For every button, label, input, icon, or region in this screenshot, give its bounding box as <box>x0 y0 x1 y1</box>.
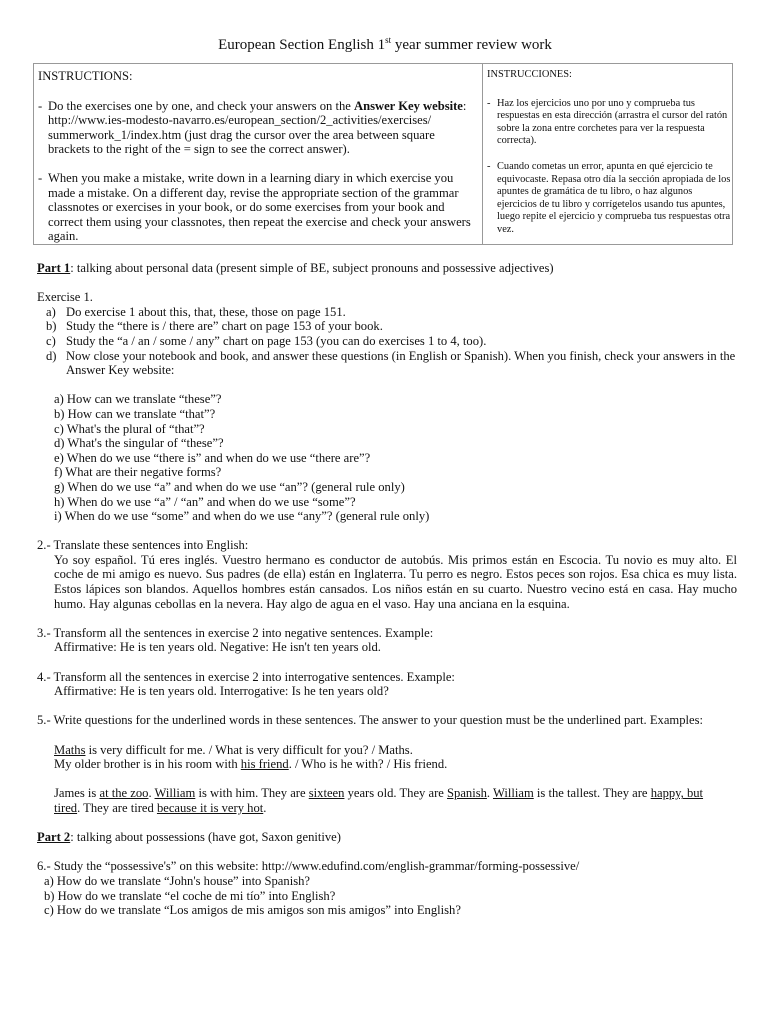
question-item: i) When do we use “some” and when do we use “any”? (general rule only) <box>54 509 430 524</box>
exercise3-heading: 3.- Transform all the sentences in exercise 2 into negative sentences. Example: <box>37 625 434 640</box>
exercise4-heading: 4.- Transform all the sentences in exercise 2 into interrogative sentences. Example: <box>37 669 455 684</box>
question-item: c) What's the plural of “that”? <box>54 421 205 436</box>
question-item: a) How can we translate “these”? <box>54 392 222 407</box>
exercises-content <box>37 261 737 918</box>
question-item: d) What's the singular of “these”? <box>54 436 224 451</box>
question-item: b) How do we translate “el coche de mi tío” into English? <box>44 888 336 903</box>
exercise1-step: b) Study the “there is / there are” chart on page 153 of your book. <box>46 319 383 334</box>
instructions-table <box>33 63 733 245</box>
question-item: h) When do we use “a” / “an” and when do we use “some”? <box>54 494 356 509</box>
title-text-end: year summer review work <box>391 37 552 53</box>
part2-heading: Part 2: talking about possessions (have got, Saxon genitive) <box>37 830 341 845</box>
page-title <box>0 35 770 54</box>
exercise2-body: Yo soy español. Tú eres inglés. Vuestro hermano es conductor de autobús. Mis primos están en Escocia. Tu novio es muy alto. El coche de mi amigo es nuevo. Sus padres (de ella) están en Inglaterra. Tu perro es negro. Estos peces son rojos. Esa chica es muy lista. Estos lápices son blandos. Aquellos hombres están cansados. Los niños están en su cuarto. Nuestro vecino está en casa. Hay mucho humo. Hay algunas cebollas en la nevera. Hay algo de agua en el vaso. Hay una anciana en la esquina. <box>54 552 737 611</box>
question-item: f) What are their negative forms? <box>54 465 222 480</box>
answer-key-link-label: Answer Key website <box>354 98 463 113</box>
question-item: g) When do we use “a” and when do we use “an”? (general rule only) <box>54 479 405 494</box>
exercise5-paragraph: James is at the zoo. William is with him. They are sixteen years old. They are Spanish. William is the tallest. They are happy, but tired. They are tired because it is very hot. <box>54 786 704 815</box>
column-divider <box>482 64 483 244</box>
title-text: European Section English 1 <box>218 37 386 53</box>
question-item: b) How can we translate “that”? <box>54 406 216 421</box>
instruction-item-1-es: - Haz los ejercicios uno por uno y comprueba tus respuestas en esta dirección (arrastra el cursor del ratón sobre la zona entre corchetes para ver la respuesta correcta). <box>487 97 728 147</box>
title-superscript: st <box>385 35 392 45</box>
exercise1-step: a) Do exercise 1 about this, that, these, those on page 151. <box>46 304 346 319</box>
instruction-item-2-en: - When you make a mistake, write down in a learning diary in which exercise you made a mistake. On a different day, revise the appropriate section of the grammar classnotes or exercises in your book, or do some exercises from your book and correct them using your classnotes, then repeat the exercise and check your answers again. <box>38 170 471 244</box>
exercise3-example: Affirmative: He is ten years old. Negative: He isn't ten years old. <box>54 640 381 655</box>
question-item: c) How do we translate “Los amigos de mis amigos son mis amigos” into English? <box>44 903 461 918</box>
instruction-item-2-es: - Cuando cometas un error, apunta en qué ejercicio te equivocaste. Repasa otro día la sección apropiada de los apuntes de gramática de tu libro, o haz algunos ejercicios de tu libro y corrígetelos usando tus apuntes, luego repite el ejercicio y comprueba tus respuestas otra vez. <box>487 160 731 235</box>
exercise1-heading: Exercise 1. <box>37 290 93 305</box>
instructions-english <box>38 69 478 244</box>
exercise1-step: c) Study the “a / an / some / any” chart on page 153 (you can do exercises 1 to 4, too). <box>46 333 487 348</box>
question-item: a) How do we translate “John's house” into Spanish? <box>44 873 310 888</box>
exercise6-heading: 6.- Study the “possessive's” on this website: http://www.edufind.com/english-grammar/forming-possessive/ <box>37 859 580 874</box>
exercise4-example: Affirmative: He is ten years old. Interrogative: Is he ten years old? <box>54 684 389 699</box>
exercise6-items <box>37 874 737 918</box>
instructions-heading-en: INSTRUCTIONS: <box>38 69 133 83</box>
instruction-item-1-en: - Do the exercises one by one, and check your answers on the Answer Key website: http://www.ies-modesto-navarro.es/european_section/2_activities/exercises/ summerwork_1/index.htm (just drag the cursor over the area between square brackets to the right of the = sign to see the correct answer). <box>38 98 467 157</box>
instructions-heading-es: INSTRUCCIONES: <box>487 69 572 80</box>
instructions-spanish <box>487 69 732 237</box>
exercise5-examples <box>37 743 737 816</box>
exercise1-questions <box>37 392 737 523</box>
exercise2-heading: 2.- Translate these sentences into English: <box>37 538 249 553</box>
exercise5-example-a: Maths is very difficult for me. / What is very difficult for you? / Maths. <box>54 742 413 757</box>
exercise5-example-b: My older brother is in his room with his friend. / Who is he with? / His friend. <box>54 757 448 772</box>
question-item: e) When do we use “there is” and when do we use “there are”? <box>54 450 371 465</box>
exercise5-heading: 5.- Write questions for the underlined words in these sentences. The answer to your question must be the underlined part. Examples: <box>37 713 703 728</box>
exercise1-steps <box>37 305 737 378</box>
exercise1-step: d) Now close your notebook and book, and answer these questions (in English or Spanish). When you finish, check your answers in the Answer Key website: <box>46 348 736 378</box>
part1-heading: Part 1: talking about personal data (present simple of BE, subject pronouns and possessive adjectives) <box>37 261 554 275</box>
